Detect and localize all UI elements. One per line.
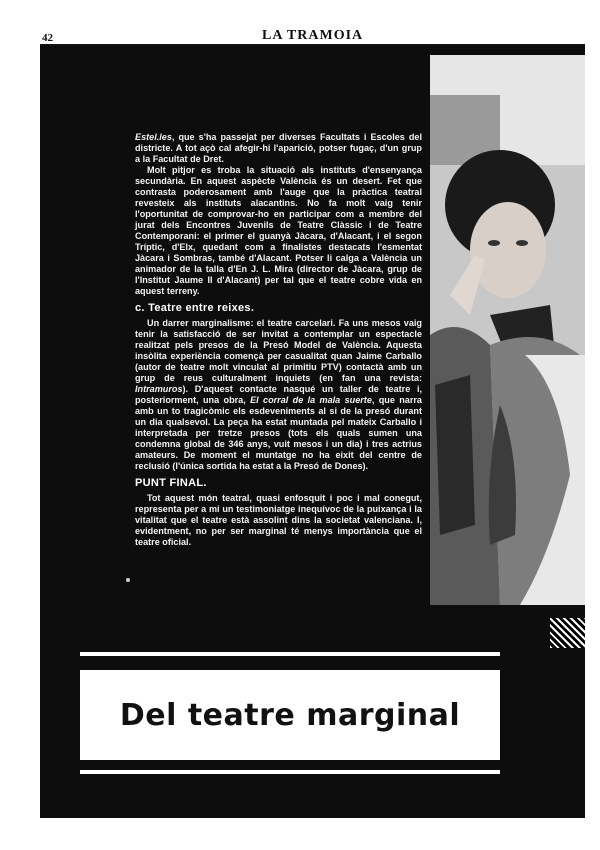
final-heading: PUNT FINAL. (135, 477, 207, 489)
article-title: Del teatre marginal (119, 697, 461, 733)
paragraph-text: ). D'aquest contacte nasqué un taller de teatre i, posteriorment, una obra, (135, 384, 422, 405)
paragraph-text: Un darrer marginalisme: el teatre carcelari. Fa uns mesos vaig tenir la satisfacció de ser invitat a contemplar un espectacle realitzat pels presos de la Presó Model de València. Aquesta insòlita experiència començà per casualitat quan Jaime Carballo (autor de teatre molt vinculat al primitiu PTV) contactà amb un grup de reus culturalment inquiets (en fan una revista: (135, 318, 422, 383)
article-body (135, 132, 422, 548)
paragraph-text: , que s'ha passejat per diverses Facultats i Escoles del districte. A tot açò cal afegir-hi l'aparició, potser fugaç, d'un grup a la Facultat de Dret. (135, 132, 422, 164)
paragraph-final: Tot aquest món teatral, quasi enfosquit i poc i mal conegut, representa per a mi un testimoniatge inequívoc de la puixança i la vitalitat que el teatre està assolint dins la societat valenciana. I, evidentment, no per ser marginal té menys importància que el teatre oficial. (135, 493, 422, 547)
decorative-dot (126, 578, 130, 582)
pattern-box (550, 618, 585, 648)
page-number: 42 (42, 32, 53, 44)
title-box (80, 670, 500, 760)
lead-word: Estel.les (135, 132, 172, 142)
paragraph-section-c (135, 318, 422, 472)
play-title: El corral de la mala suerte (250, 395, 372, 405)
photo-illustration (430, 55, 585, 605)
bottom-white-rule (80, 770, 500, 774)
paragraph-intro-2: Molt pitjor es troba la situació als instituts d'ensenyança secundària. En aquest aspècte València és un desert. Fet que contrasta poderosament amb l'auge que la pràctica teatral revesteix als instituts alacantins. No fa molt vaig tenir l'oportunitat de comprovar-ho en participar com a membre del jurat dels Encontres Juvenils de Teatre Clàssic i de Teatre Contemporani: el primer el guanyà Jàcara, d'Alacant, i el segon Tríptic, d'Elx, quedant com a finalistes destacats l'esmentat Jàcara i Sombras, també d'Alacant. Potser li calga a València un animador de la talla d'En J. L. Mira (director de Jàcara, grup de l'Institut Jaume II d'Alacant) per tal que el teatre cobre vida en aquest terreny. (135, 165, 422, 296)
paragraph-intro-1 (135, 132, 422, 165)
paragraph-text: , que narra amb un to tragicòmic els esdeveniments al si de la presó durant un dia qualsevol. La peça ha estat muntada pel mateix Carballo i interpretada per tretze presos (tots els quals sumen una condemna global de 346 anys, vuit mesos i un dia) i tres actrius amateurs. De moment el muntatge no ha eixit del centre de reclusió (l'única sortida ha estat a la Presó de Dones). (135, 395, 422, 471)
performer-photo (430, 55, 585, 605)
magazine-name: Intramuros (135, 384, 183, 394)
top-white-rule (80, 652, 500, 656)
magazine-title: LA TRAMOIA (262, 28, 364, 43)
section-c-heading: c. Teatre entre reixes. (135, 302, 255, 314)
